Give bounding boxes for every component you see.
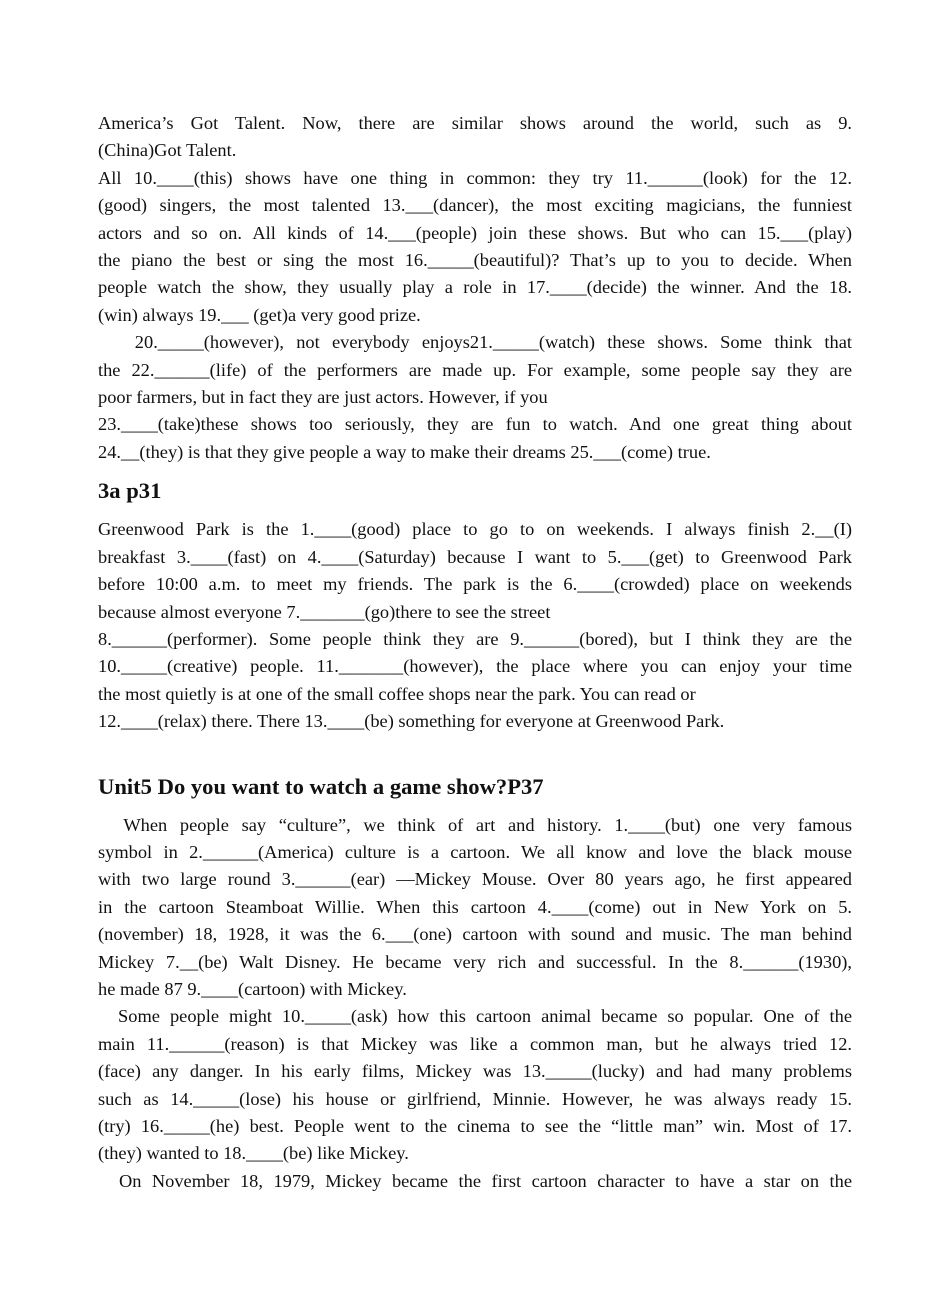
- passage-line: (win) always 19.___ (get)a very good prize.: [98, 304, 421, 325]
- document-page: [98, 110, 852, 1195]
- passage-line: (good) singers, the most talented 13.___(dancer), the most exciting magicians, the funniest: [98, 195, 852, 216]
- passage-line: Some people might 10._____(ask) how this cartoon animal became so popular. One of the: [98, 1006, 852, 1027]
- passage-line: 10._____(creative) people. 11._______(however), the place where you can enjoy your time: [98, 656, 852, 677]
- passage-line: poor farmers, but in fact they are just actors. However, if you: [98, 387, 548, 408]
- passage-line: Mickey 7.__(be) Walt Disney. He became very rich and successful. In the 8.______(1930),: [98, 951, 852, 972]
- passage-line: breakfast 3.____(fast) on 4.____(Saturday) because I want to 5.___(get) to Greenwood Park: [98, 546, 852, 567]
- passage-line: such as 14._____(lose) his house or girlfriend, Minnie. However, he was always ready 15.: [98, 1088, 852, 1109]
- passage-line: actors and so on. All kinds of 14.___(people) join these shows. But who can 15.___(play): [98, 222, 852, 243]
- passage-line: All 10.____(this) shows have one thing in common: they try 11.______(look) for the 12.: [98, 167, 852, 188]
- passage-line: (China)Got Talent.: [98, 140, 237, 161]
- passage-line: he made 87 9.____(cartoon) with Mickey.: [98, 978, 407, 999]
- passage-line: with two large round 3.______(ear) —Mickey Mouse. Over 80 years ago, he first appeared: [98, 869, 852, 890]
- passage-line: On November 18, 1979, Mickey became the first cartoon character to have a star on the: [98, 1170, 852, 1191]
- talent-show-passage: [98, 110, 852, 466]
- passage-line: 24.__(they) is that they give people a way to make their dreams 25.___(come) true.: [98, 441, 711, 462]
- passage-line: (face) any danger. In his early films, Mickey was 13._____(lucky) and had many problems: [98, 1061, 852, 1082]
- passage-line: When people say “culture”, we think of art and history. 1.____(but) one very famous: [98, 814, 852, 835]
- passage-line: 20._____(however), not everybody enjoys21._____(watch) these shows. Some think that: [98, 332, 852, 353]
- passage-line: 8.______(performer). Some people think they are 9.______(bored), but I think they are the: [98, 628, 852, 649]
- passage-line: the piano the best or sing the most 16._____(beautiful)? That’s up to you to decide. When: [98, 250, 852, 271]
- passage-line: (they) wanted to 18.____(be) like Mickey.: [98, 1143, 409, 1164]
- section-heading-unit5: Unit5 Do you want to watch a game show?P37: [98, 773, 544, 799]
- passage-line: 12.____(relax) there. There 13.____(be) something for everyone at Greenwood Park.: [98, 711, 725, 732]
- passage-line: 23.____(take)these shows too seriously, they are fun to watch. And one great thing about: [98, 414, 852, 435]
- greenwood-park-passage: [98, 516, 852, 735]
- passage-line: in the cartoon Steamboat Willie. When this cartoon 4.____(come) out in New York on 5.: [98, 896, 852, 917]
- passage-line: (november) 18, 1928, it was the 6.___(one) cartoon with sound and music. The man behind: [98, 924, 852, 945]
- passage-line: the most quietly is at one of the small coffee shops near the park. You can read or: [98, 683, 696, 704]
- passage-line: Greenwood Park is the 1.____(good) place to go to on weekends. I always finish 2.__(I): [98, 519, 852, 540]
- passage-line: America’s Got Talent. Now, there are similar shows around the world, such as 9.: [98, 113, 852, 133]
- mickey-mouse-passage: [98, 812, 852, 1196]
- passage-line: people watch the show, they usually play a role in 17.____(decide) the winner. And the 18.: [98, 277, 852, 298]
- passage-line: (try) 16._____(he) best. People went to the cinema to see the “little man” win. Most of 17.: [98, 1116, 852, 1136]
- passage-line: before 10:00 a.m. to meet my friends. The park is the 6.____(crowded) place on weekends: [98, 574, 852, 595]
- passage-line: because almost everyone 7._______(go)there to see the street: [98, 601, 551, 622]
- passage-line: the 22.______(life) of the performers are made up. For example, some people say they are: [98, 359, 852, 380]
- section-heading-3a: 3a p31: [98, 478, 162, 504]
- passage-line: symbol in 2.______(America) culture is a cartoon. We all know and love the black mouse: [98, 841, 852, 862]
- passage-line: main 11.______(reason) is that Mickey was like a common man, but he always tried 12.: [98, 1033, 852, 1054]
